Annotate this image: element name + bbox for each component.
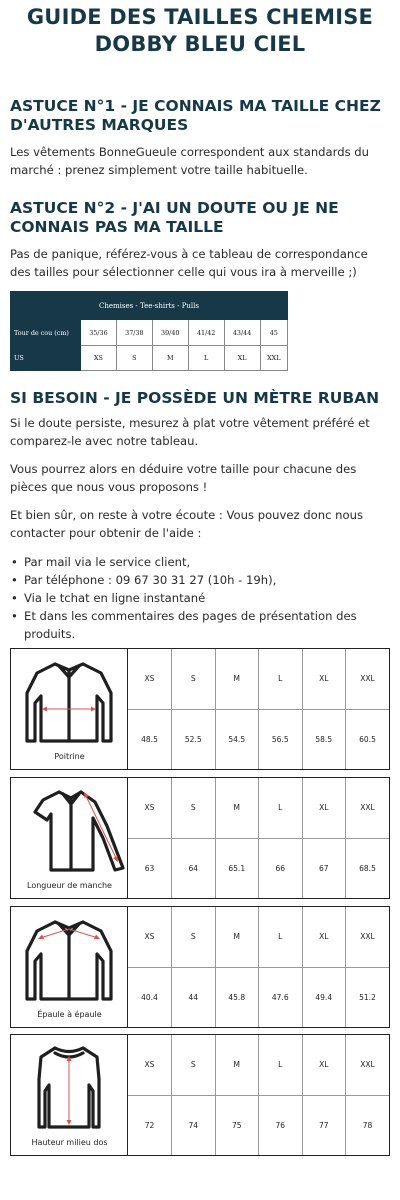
tip1-text-line1: Les vêtements BonneGueule correspondent aux standards du	[10, 145, 370, 159]
shirt-chest-icon	[11, 649, 128, 749]
tip2-text-line2: des tailles pour sélectionner celle qui vous ira à merveille ;)	[10, 265, 357, 279]
page-title	[0, 4, 400, 58]
tip3-paragraph-1	[10, 414, 392, 450]
list-item: • Par mail via le service client,	[10, 553, 390, 571]
size-value-cell: 63	[128, 838, 172, 898]
correspondence-cell: 39/40	[152, 320, 188, 345]
correspondence-cell: XL	[224, 345, 260, 370]
tip3-paragraph-2	[10, 460, 392, 496]
size-header-cell: XS	[128, 1035, 172, 1095]
measure-caption: Poitrine	[54, 752, 85, 761]
list-item	[10, 607, 390, 643]
shirt-sleeve-illustration	[11, 778, 128, 898]
size-header-cell: M	[215, 907, 259, 967]
size-header-cell: XXL	[346, 907, 390, 967]
tip3-p3-line1: Et bien sûr, on reste à votre écoute : Vous pouvez donc nous	[10, 508, 363, 522]
measure-caption: Longueur de manche	[27, 881, 112, 890]
size-header-cell: XL	[302, 1035, 346, 1095]
size-header-cell: XS	[128, 649, 172, 709]
size-header-cell: M	[215, 649, 259, 709]
list-item-text-cont: produits.	[24, 627, 76, 641]
tip3-p3-line2: contacter pour obtenir de l'aide :	[10, 526, 202, 540]
size-value-cell: 68.5	[346, 838, 390, 898]
size-value-cell: 56.5	[259, 709, 303, 769]
shirt-chest-illustration	[11, 649, 128, 769]
correspondence-table	[10, 291, 288, 371]
size-value-cell: 75	[215, 1095, 259, 1155]
size-value-cell: 66	[259, 838, 303, 898]
tip3-p1-line2: comparez-le avec notre tableau.	[10, 434, 199, 448]
size-value-cell: 40.4	[128, 967, 172, 1027]
tip2-text-line1: Pas de panique, référez-vous à ce tableau de correspondance	[10, 247, 368, 261]
size-values-table	[128, 1035, 389, 1155]
tip1-heading-line2: D'AUTRES MARQUES	[10, 116, 189, 134]
size-value-cell: 72	[128, 1095, 172, 1155]
tip2-heading	[10, 199, 390, 237]
size-header-cell: XXL	[346, 778, 390, 838]
correspondence-cell: 43/44	[224, 320, 260, 345]
shirt-shoulder-illustration	[11, 907, 128, 1027]
tip3-p1-line1: Si le doute persiste, mesurez à plat votre vêtement préféré et	[10, 416, 370, 430]
tip3-paragraph-3	[10, 506, 392, 542]
size-table-shoulder	[10, 906, 390, 1028]
tip1-text	[10, 143, 392, 179]
size-value-cell: 64	[172, 838, 216, 898]
size-value-cell: 44	[172, 967, 216, 1027]
size-header-cell: M	[215, 1035, 259, 1095]
size-header-cell: L	[259, 907, 303, 967]
size-header-cell: XL	[302, 907, 346, 967]
correspondence-cell: XS	[81, 345, 117, 370]
correspondence-cell: S	[116, 345, 152, 370]
correspondence-cell: L	[188, 345, 224, 370]
tip3-p2-line1: Vous pourrez alors en déduire votre taille pour chacune des	[10, 462, 357, 476]
size-value-cell: 52.5	[172, 709, 216, 769]
size-header-cell: XL	[302, 778, 346, 838]
size-value-cell: 54.5	[215, 709, 259, 769]
size-header-cell: L	[259, 649, 303, 709]
size-header-cell: S	[172, 1035, 216, 1095]
size-value-cell: 78	[346, 1095, 390, 1155]
size-header-cell: S	[172, 649, 216, 709]
page-title-line1: GUIDE DES TAILLES CHEMISE	[26, 5, 374, 29]
tip1-text-line2: marché : prenez simplement votre taille habituelle.	[10, 163, 308, 177]
size-header-cell: XS	[128, 778, 172, 838]
tip2-heading-line2: CONNAIS PAS MA TAILLE	[10, 218, 224, 236]
size-header-cell: XXL	[346, 649, 390, 709]
list-item: • Par téléphone : 09 67 30 31 27 (10h - 19h),	[10, 571, 390, 589]
tip3-heading: SI BESOIN - JE POSSÈDE UN MÈTRE RUBAN	[10, 389, 380, 407]
tip3-p2-line2: pièces que nous vous proposons !	[10, 480, 208, 494]
correspondence-cell: 35/36	[81, 320, 117, 345]
size-header-cell: L	[259, 1035, 303, 1095]
tip2-text	[10, 245, 392, 281]
size-table-chest	[10, 648, 390, 770]
size-value-cell: 76	[259, 1095, 303, 1155]
size-value-cell: 49.4	[302, 967, 346, 1027]
shirt-shoulder-icon	[11, 907, 128, 1007]
size-value-cell: 58.5	[302, 709, 346, 769]
tip1-heading	[10, 97, 390, 135]
shirt-sleeve-icon	[11, 778, 128, 878]
correspondence-cell: XXL	[260, 345, 287, 370]
size-table-sleeve	[10, 777, 390, 899]
list-item-text: Et dans les commentaires des pages de présentation des	[24, 609, 357, 623]
measure-caption: Épaule à épaule	[37, 1010, 102, 1019]
correspondence-row-label: Tour de cou (cm)	[11, 320, 81, 345]
size-header-cell: XL	[302, 649, 346, 709]
correspondence-header: Chemises - Tee-shirts - Pulls	[11, 292, 288, 320]
tip2-heading-line1: ASTUCE N°2 - J'AI UN DOUTE OU JE NE	[10, 199, 339, 217]
list-item: • Via le tchat en ligne instantané	[10, 589, 390, 607]
size-value-cell: 74	[172, 1095, 216, 1155]
correspondence-cell: 41/42	[188, 320, 224, 345]
correspondence-row-label: US	[11, 345, 81, 370]
tip1-heading-line1: ASTUCE N°1 - JE CONNAIS MA TAILLE CHEZ	[10, 97, 381, 115]
shirt-back-illustration	[11, 1035, 128, 1155]
shirt-back-length-icon	[11, 1035, 128, 1135]
measure-caption: Hauteur milieu dos	[31, 1138, 108, 1147]
correspondence-cell: 45	[260, 320, 287, 345]
contact-list	[10, 553, 390, 643]
size-value-cell: 60.5	[346, 709, 390, 769]
size-header-cell: XS	[128, 907, 172, 967]
size-header-cell: L	[259, 778, 303, 838]
size-value-cell: 48.5	[128, 709, 172, 769]
size-value-cell: 51.2	[346, 967, 390, 1027]
size-value-cell: 77	[302, 1095, 346, 1155]
size-header-cell: S	[172, 778, 216, 838]
size-table-back-length	[10, 1034, 390, 1156]
page-title-line2: DOBBY BLEU CIEL	[94, 32, 306, 56]
size-value-cell: 67	[302, 838, 346, 898]
size-value-cell: 47.6	[259, 967, 303, 1027]
size-value-cell: 65.1	[215, 838, 259, 898]
size-values-table	[128, 778, 389, 898]
size-value-cell: 45.8	[215, 967, 259, 1027]
size-header-cell: M	[215, 778, 259, 838]
size-values-table	[128, 649, 389, 769]
size-header-cell: S	[172, 907, 216, 967]
correspondence-cell: 37/38	[116, 320, 152, 345]
correspondence-cell: M	[152, 345, 188, 370]
size-header-cell: XXL	[346, 1035, 390, 1095]
size-values-table	[128, 907, 389, 1027]
